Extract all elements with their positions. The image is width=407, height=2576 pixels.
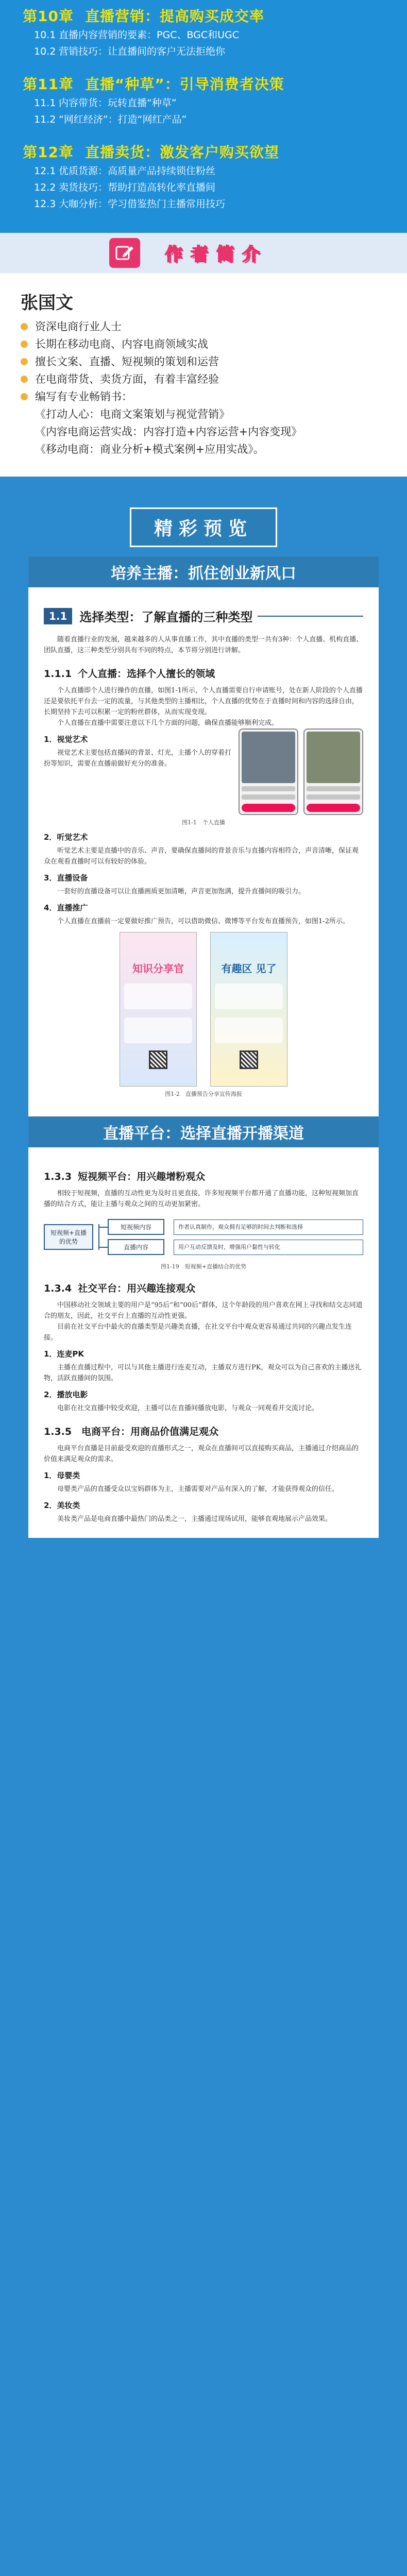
chapter-item-number: 11.2 (34, 114, 56, 125)
paragraph: 主播在直播过程中，可以与其他主播进行连麦互动，主播双方进行PK，观众可以为自己喜欢的主播送礼物，活跃直播间的氛围。 (44, 1364, 362, 1382)
subsection-number: 1.1.1 (44, 668, 72, 680)
chapter-item-number: 10.2 (34, 46, 56, 57)
subheading: 3．直播设备 (44, 873, 88, 883)
chapter-list (0, 0, 407, 233)
phone-button (307, 804, 360, 812)
subheading: 2．播放电影 (44, 1390, 88, 1399)
book-title: 《内容电商运营实战：内容打造+内容运营+内容变现》 (35, 426, 302, 438)
subsection-title-text: 个人直播：选择个人擅长的领域 (78, 668, 215, 680)
chapter-item-number: 10.1 (34, 29, 56, 41)
figure-caption: 图1-2 直播预告分享宣传海报 (165, 1091, 242, 1097)
chapter-item-text: 大咖分析：学习借鉴热门主播常用技巧 (59, 198, 226, 210)
subsection-title (44, 1169, 363, 1183)
poster-block (124, 1018, 192, 1043)
preview-page-2 (28, 1147, 379, 1538)
preview-band-1: 培养主播：抓住创业新风口 (28, 556, 379, 587)
subsection-title-text: 社交平台：用兴趣连接观众 (78, 1283, 196, 1294)
subheading: 1．视觉艺术 (44, 735, 88, 744)
figure-caption: 图1-19 短视频+直播结合的优势 (161, 1263, 246, 1270)
paragraph: 相较于短视频，直播的互动性更为及时且更直接，许多短视频平台都开通了直播功能，这种短视频加直播的结合方式，能让主播与观众之间的互动更加紧密。 (44, 1190, 359, 1208)
promo-poster (210, 932, 287, 1087)
paragraph: 个人直播在直播前一定要做好推广预告，可以借助微信、微博等平台发布直播预告，如图1-2所示。 (57, 918, 349, 925)
section-title (44, 607, 363, 625)
author-section (0, 233, 407, 477)
promo-poster (120, 932, 197, 1087)
subheading: 2．美妆类 (44, 1501, 80, 1510)
chapter-item-text: 优质货源：高质量产品持续锁住粉丝 (59, 165, 216, 177)
paragraph: 一套好的直播设备可以让直播画质更加清晰，声音更加饱满，提升直播间的吸引力。 (57, 888, 306, 895)
chapter-title-text: 直播卖货：激发客户购买欲望 (84, 144, 279, 161)
chapter-number: 第10章 (23, 8, 74, 25)
poster-title: 有趣区 见了 (221, 962, 277, 975)
paragraph: 母婴类产品的直播受众以宝妈群体为主，主播需要对产品有深入的了解，才能获得观众的信任。 (57, 1485, 339, 1493)
author-line-text: 擅长文案、直播、短视频的策划和运营 (35, 355, 219, 368)
chapter-title-text: 直播“种草”：引导消费者决策 (84, 76, 284, 93)
chapter-item-number: 12.3 (34, 198, 56, 210)
paragraph: 中国移动社交领域主要的用户是“95后”和“00后”群体，这个年龄段的用户喜欢在网上寻找和结交志同道合的朋友，因此，社交平台上直播的互动性更强。 (44, 1301, 363, 1320)
figure-caption: 图1-1 个人直播 (182, 819, 225, 826)
chapter-item (23, 27, 384, 43)
divider (258, 616, 363, 617)
author-line (21, 318, 386, 335)
poster-block (215, 1018, 283, 1043)
subheading: 1．母婴类 (44, 1471, 80, 1480)
author-line (21, 370, 386, 388)
chapter-item-text: 卖货技巧：帮助打造高转化率直播间 (59, 182, 216, 193)
chapter-item-number: 12.1 (34, 165, 56, 177)
preview-page-1 (28, 587, 379, 1116)
qr-code-icon (240, 1050, 258, 1069)
poster-row (44, 932, 363, 1087)
mind-map-branch (108, 1239, 363, 1255)
subheading: 4．直播推广 (44, 903, 88, 912)
chapter-title (23, 142, 384, 163)
book-title: 《打动人心：电商文案策划与视觉营销》 (35, 408, 230, 420)
subsection-title-text: 短视频平台：用兴趣增粉观众 (78, 1171, 206, 1182)
author-name: 张国文 (21, 293, 73, 313)
bullet-icon (21, 323, 28, 330)
chapter-item (23, 179, 384, 196)
chapter-item (23, 163, 384, 179)
chapter-11 (23, 74, 384, 128)
text-line (242, 794, 295, 800)
mind-map-diagram (44, 1215, 363, 1259)
phone-screenshot (303, 728, 363, 815)
chapter-title-text: 直播营销：提高购买成交率 (84, 8, 264, 25)
chapter-item (23, 196, 384, 212)
chapter-item (23, 43, 384, 60)
author-line-text: 在电商带货、卖货方面，有着丰富经验 (35, 373, 219, 385)
mind-map-leaf: 用户互动反馈及时，增强用户黏性与转化 (174, 1240, 363, 1255)
poster-title: 知识分享官 (132, 962, 184, 975)
subsection-number: 1.3.4 (44, 1283, 72, 1294)
chapter-item-number: 12.2 (34, 182, 56, 193)
bullet-icon (21, 341, 28, 348)
bullet-icon (21, 393, 28, 400)
mind-map-branches (108, 1215, 363, 1259)
phone-screen (307, 732, 360, 783)
phone-screen (242, 732, 295, 783)
edit-icon (109, 238, 140, 268)
figure-row (44, 728, 363, 815)
poster-block (124, 984, 192, 1009)
chapter-item-text: 营销技巧：让直播间的客户无法拒绝你 (59, 46, 226, 57)
mind-map-branch (108, 1219, 363, 1235)
preview-band-2: 直播平台：选择直播开播渠道 (28, 1116, 379, 1147)
figure-side-text (44, 728, 233, 769)
author-line (21, 353, 386, 370)
bullet-icon (21, 358, 28, 365)
mind-map-leaf: 作者认真制作，观众拥有足够的时间去判断和选择 (174, 1219, 363, 1235)
mind-map-node: 短视频内容 (108, 1219, 164, 1235)
subsection-title (44, 1281, 363, 1295)
paragraph: 个人直播即个人进行操作的直播，如图1-1所示，个人直播需要自行申请账号，处在新人阶段的个人直播还是要依托平台去一定的流量，与其他类型的主播相比，个人直播的优势在于直播时间和内容的选择自由，长期坚持下去可以积累一定的粉丝群体，从而实现变现。 (44, 687, 363, 716)
subsection-number: 1.3.3 (44, 1171, 72, 1182)
paragraph: 个人直播在直播中需要注意以下几个方面的问题，确保直播能够顺利完成。 (57, 719, 279, 727)
paragraph: 电商平台直播是目前最受欢迎的直播形式之一，观众在直播间可以直接购买商品，主播通过介绍商品的价值来满足观众的需求。 (44, 1445, 359, 1463)
author-heading-band (0, 233, 407, 273)
paragraph: 美妆类产品是电商直播中最热门的品类之一，主播通过现场试用，能够直观地展示产品效果。 (57, 1515, 332, 1523)
author-line-text: 资深电商行业人士 (35, 320, 122, 333)
chapter-item (23, 95, 384, 111)
chapter-number: 第12章 (23, 144, 74, 161)
phone-screenshot (239, 728, 298, 815)
paragraph: 听觉艺术主要是直播中的音乐、声音，要确保直播间的背景音乐与直播内容相符合，声音清晰，保证观众在观看直播时可以有较好的体验。 (44, 847, 359, 866)
bullet-icon (21, 376, 28, 383)
author-line (21, 388, 386, 405)
text-line (307, 794, 360, 800)
paragraph: 电影在社交直播中较受欢迎，主播可以在直播间播放电影，与观众一同观看并交流讨论。 (57, 1404, 319, 1412)
chapter-10 (23, 6, 384, 60)
mind-map-node: 直播内容 (108, 1239, 164, 1255)
author-line (21, 335, 386, 353)
mind-map-root: 短视频+直播的优势 (44, 1224, 93, 1250)
subheading: 2．听觉艺术 (44, 833, 88, 842)
chapter-title (23, 74, 384, 95)
subsection-title (44, 666, 363, 680)
text-line (242, 786, 295, 791)
paragraph: 目前在社交平台中最火的直播类型是兴趣类直播，在社交平台中观众更容易通过共同的兴趣点发生连接。 (44, 1323, 352, 1342)
subsection-title: 1.3.5 电商平台：用商品价值满足观众 (44, 1426, 219, 1437)
preview-section (0, 477, 407, 1538)
chapter-item (23, 111, 384, 128)
author-body (0, 273, 407, 477)
author-line-text: 长期在移动电商、内容电商领域实战 (35, 338, 208, 350)
author-heading: 作者简介 (165, 244, 268, 265)
section-number: 1.1 (44, 608, 72, 624)
subheading: 1．连麦PK (44, 1349, 84, 1359)
chapter-number: 第11章 (23, 76, 74, 93)
paragraph: 视觉艺术主要包括直播间的背景、灯光，主播个人的穿着打扮等知识，需要在直播前做好充分的准备。 (44, 749, 232, 768)
section-title-text: 选择类型：了解直播的三种类型 (79, 610, 253, 624)
chapter-12 (23, 142, 384, 212)
chapter-title (23, 6, 384, 27)
book-title: 《移动电商：商业分析+模式案例+应用实战》。 (35, 443, 264, 455)
chapter-item-text: 直播内容营销的要素：PGC、BGC和UGC (59, 29, 240, 41)
chapter-item-number: 11.1 (34, 97, 56, 109)
author-line-text: 编写有专业畅销书： (35, 391, 132, 403)
preview-heading: 精彩预览 (130, 507, 277, 547)
chapter-item-text: “网红经济”：打造“网红产品” (59, 114, 187, 125)
phone-button (242, 804, 295, 812)
poster-block (215, 984, 283, 1009)
qr-code-icon (149, 1050, 167, 1069)
preview-heading-wrap (0, 507, 407, 547)
chapter-item-text: 内容带货：玩转直播“种草” (59, 97, 177, 109)
paragraph: 随着直播行业的发展，越来越多的人从事直播工作，其中直播的类型一共有3种：个人直播、机构直播、团队直播，这三种类型分别具有不同的特点，本节将分别进行讲解。 (44, 636, 363, 654)
text-line (307, 786, 360, 791)
